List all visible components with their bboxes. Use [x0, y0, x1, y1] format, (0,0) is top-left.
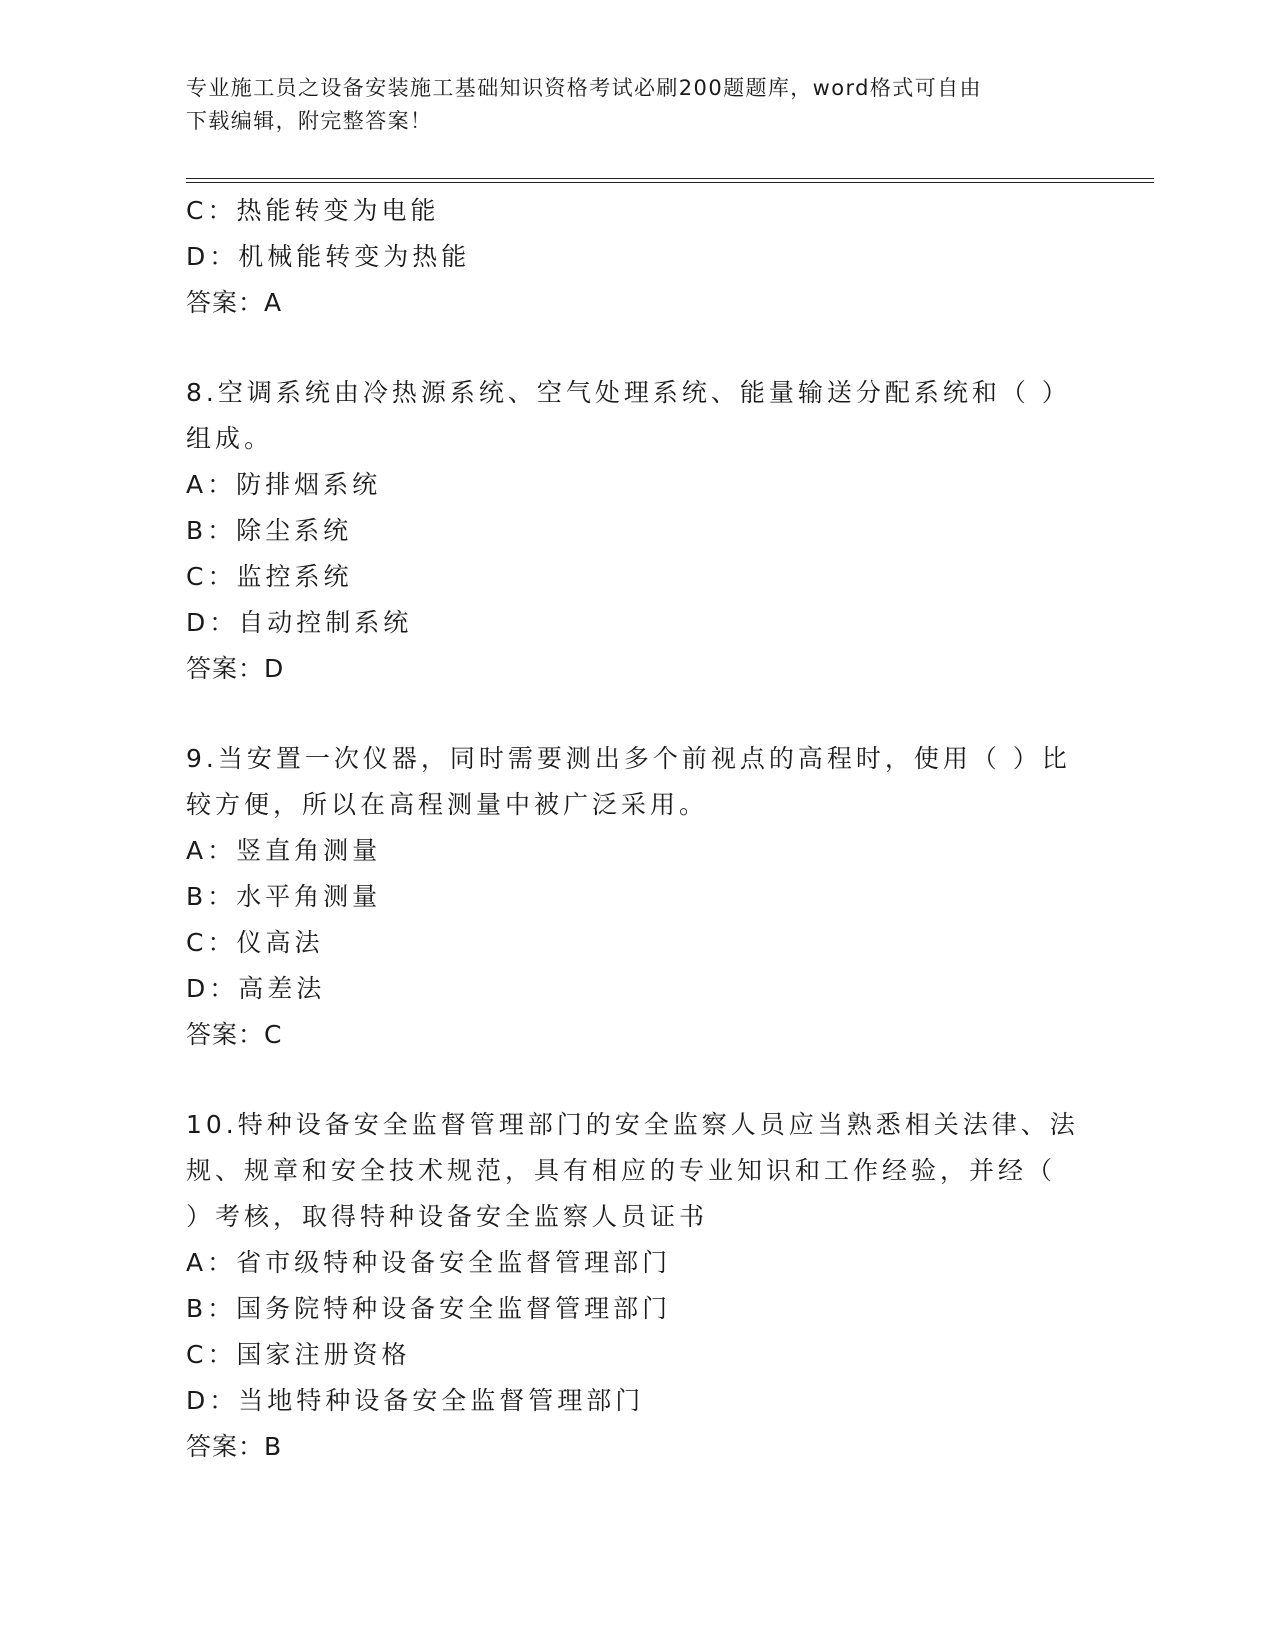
option-b: B：水平角测量	[186, 882, 382, 911]
question-stem: 9.当安置一次仪器，同时需要测出多个前视点的高程时，使用（ ）比	[186, 744, 1071, 773]
document-header	[186, 72, 1066, 138]
spacer	[186, 1058, 1086, 1102]
question-stem: 8.空调系统由冷热源系统、空气处理系统、能量输送分配系统和（ ）	[186, 378, 1071, 407]
option-d: D：机械能转变为热能	[186, 242, 471, 271]
option-a: A：省市级特种设备安全监督管理部门	[186, 1248, 672, 1277]
answer: 答案：D	[186, 654, 285, 683]
question-7-tail	[186, 188, 1086, 326]
header-line-2: 下载编辑，附完整答案！	[186, 109, 433, 133]
question-stem: 较方便，所以在高程测量中被广泛采用。	[186, 790, 709, 819]
option-d: D：高差法	[186, 974, 326, 1003]
answer: 答案：A	[186, 288, 283, 317]
question-stem: 规、规章和安全技术规范，具有相应的专业知识和工作经验，并经（	[186, 1156, 1057, 1185]
spacer	[186, 692, 1086, 736]
option-c: C：仪高法	[186, 928, 324, 957]
option-a: A：竖直角测量	[186, 836, 382, 865]
option-b: B：除尘系统	[186, 516, 353, 545]
question-10	[186, 1102, 1086, 1470]
question-9	[186, 736, 1086, 1058]
question-stem: 10.特种设备安全监督管理部门的安全监察人员应当熟悉相关法律、法	[186, 1110, 1079, 1139]
option-c: C：国家注册资格	[186, 1340, 411, 1369]
question-stem: ）考核，取得特种设备安全监察人员证书	[186, 1202, 709, 1231]
answer: 答案：C	[186, 1020, 283, 1049]
answer: 答案：B	[186, 1432, 283, 1461]
option-a: A：防排烟系统	[186, 470, 382, 499]
question-8	[186, 370, 1086, 692]
header-divider-bottom	[186, 182, 1154, 183]
header-divider-top	[186, 178, 1154, 179]
spacer	[186, 326, 1086, 370]
option-d: D：当地特种设备安全监督管理部门	[186, 1386, 645, 1415]
header-line-1: 专业施工员之设备安装施工基础知识资格考试必刷200题题库，word格式可自由	[186, 76, 982, 100]
question-stem: 组成。	[186, 424, 274, 453]
option-c: C：监控系统	[186, 562, 353, 591]
question-list	[186, 188, 1086, 1470]
option-b: B：国务院特种设备安全监督管理部门	[186, 1294, 672, 1323]
option-d: D：自动控制系统	[186, 608, 413, 637]
option-c: C：热能转变为电能	[186, 196, 440, 225]
